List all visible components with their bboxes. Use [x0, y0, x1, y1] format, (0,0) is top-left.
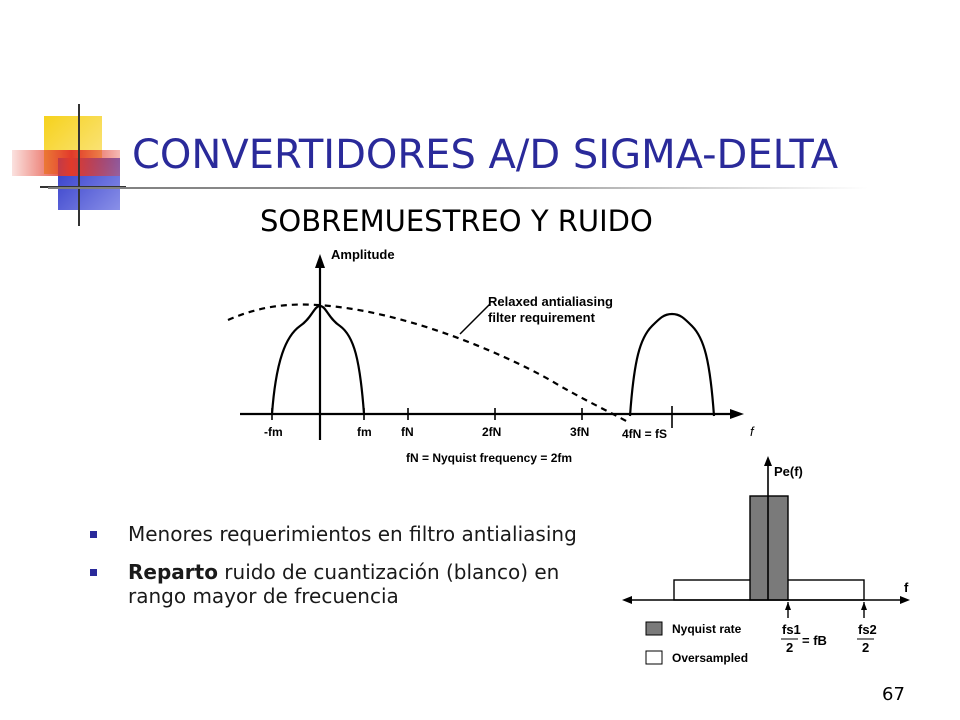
fig1-y-arrow — [315, 254, 325, 268]
nyquist-noise-band — [750, 496, 788, 600]
fb-tick-rhs: = fB — [802, 633, 827, 648]
baseband-spectrum-curve — [272, 306, 364, 414]
title-underline — [48, 187, 868, 189]
tick-label-neg-fm: -fm — [264, 425, 283, 439]
fb-tick-denominator: 2 — [786, 640, 794, 655]
bullet-marker — [90, 531, 97, 538]
fb-tick-numerator: fs1 — [782, 622, 801, 637]
legend-swatch-oversampled — [646, 651, 662, 664]
fig2-y-axis-label: Pe(f) — [774, 464, 803, 479]
tick-label-4fn: 4fN = fS — [622, 427, 668, 441]
relaxed-filter-label-1: Relaxed antialiasing — [488, 294, 613, 309]
bullet-item — [90, 522, 610, 546]
bullet-bold: Reparto — [128, 560, 218, 584]
image-spectrum-curve — [630, 314, 714, 416]
fig2-y-arrow — [764, 456, 772, 466]
legend-label-oversampled: Oversampled — [672, 651, 749, 665]
page-number: 67 — [882, 684, 905, 705]
relaxed-filter-label-2: filter requirement — [488, 310, 595, 325]
fig2-x-arrow-right — [900, 596, 910, 604]
noise-density-figure — [618, 452, 918, 672]
fb-marker-arrow — [785, 602, 791, 610]
fig2-x-axis-label: f — [904, 580, 909, 595]
tick-label-3fn: 3fN — [570, 425, 590, 439]
tick-label-2fn: 2fN — [482, 425, 502, 439]
oversampling-spectrum-figure — [220, 240, 760, 472]
tick-label-fn: fN — [401, 425, 414, 439]
decor-vertical-line — [78, 104, 80, 226]
fs2-tick-numerator: fs2 — [858, 622, 877, 637]
bullet-text: Menores requerimientos en filtro antialiasing — [128, 522, 577, 546]
tick-label-fm: fm — [357, 425, 372, 439]
fs2-tick-denominator: 2 — [862, 640, 870, 655]
fig1-x-arrow — [730, 409, 744, 419]
fig1-y-axis-label: Amplitude — [331, 247, 395, 262]
annotation-leader — [460, 304, 490, 334]
slide-title: CONVERTIDORES A/D SIGMA-DELTA — [132, 132, 839, 178]
nyquist-footnote: fN = Nyquist frequency = 2fm — [406, 451, 573, 465]
bullet-list — [90, 522, 610, 622]
legend-swatch-nyquist — [646, 622, 662, 635]
slide-subtitle: SOBREMUESTREO Y RUIDO — [260, 204, 653, 238]
fig1-x-axis-label: f — [750, 424, 754, 439]
fig2-x-arrow-left — [622, 596, 632, 604]
bullet-marker — [90, 569, 97, 576]
legend-label-nyquist: Nyquist rate — [672, 622, 742, 636]
bullet-item — [90, 560, 610, 608]
fs2-marker-arrow — [861, 602, 867, 610]
decor-red-bar — [12, 150, 120, 176]
bullet-text: ruido de cuantización (blanco) en rango mayor de frecuencia — [128, 560, 560, 608]
